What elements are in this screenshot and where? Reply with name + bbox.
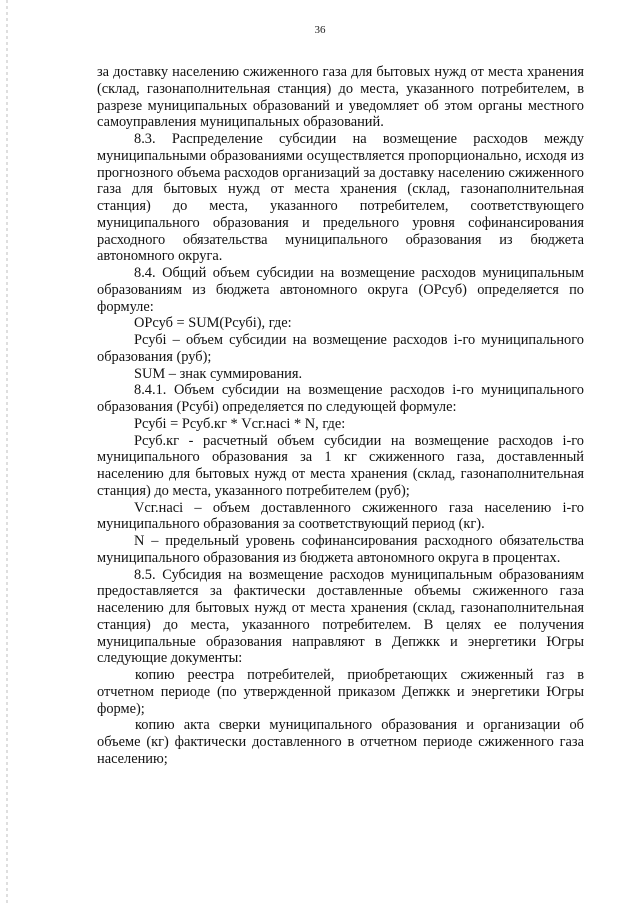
definition-rsub-kg: Рсуб.кг - расчетный объем субсидии на возмещение расходов i-го муниципального образования за 1 кг сжиженного газа, доставленный населению для бытовых нужд от места хранения (склад, газонаполнительная станция) до места, указанного потребителем (руб); [97,432,584,499]
list-item-reconciliation-act: копию акта сверки муниципального образования и организации об объеме (кг) фактически доставленного в отчетном периоде сжиженного газа населению; [97,717,584,767]
scan-edge-artifact [6,0,8,905]
list-item-registry-copy: копию реестра потребителей, приобретающих сжиженный газ в отчетном периоде (по утвержденной приказом Депжкк и энергетики Югры форме); [97,667,584,717]
formula-rsubi: Рсубi = Рсуб.кг * Vсг.насi * N, где: [134,415,346,432]
page-number: 36 [314,24,326,36]
paragraph-8-4: 8.4. Общий объем субсидии на возмещение расходов муниципальным образованиям из бюджета автономного округа (ОРсуб) определяется по формуле: [97,265,584,315]
formula-total-subsidy: ОРсуб = SUM(Рсубi), где: [134,315,292,332]
paragraph-8-3: 8.3. Распределение субсидии на возмещение расходов между муниципальными образованиями осуществляется пропорционально, исходя из прогнозного объема расходов организаций за доставку населению сжиженного газа для бытовых нужд от места хранения (склад, газонаполнительная станция) до места, указанного потребителем, соответствующего муниципального образования и предельного уровня софинансирования расходного обязательства муниципального образования из бюджета автономного округа. [97,131,584,265]
paragraph-continuation: за доставку населению сжиженного газа для бытовых нужд от места хранения (склад, газонаполнительная станция) до места, указанного потребителем, в разрезе муниципальных образований и уведомляет об этом органы местного самоуправления муниципальных образований. [97,64,584,131]
document-body [97,64,584,768]
definition-sum: SUM – знак суммирования. [134,365,303,382]
definition-vsg-nasi: Vсг.насi – объем доставленного сжиженного газа населению i-го муниципального образования за соответствующий период (кг). [97,499,584,533]
definition-rsubi: Рсубi – объем субсидии на возмещение расходов i-го муниципального образования (руб); [97,332,584,365]
paragraph-8-4-1: 8.4.1. Объем субсидии на возмещение расходов i-го муниципального образования (Рсубi) определяется по следующей формуле: [97,382,584,415]
definition-n: N – предельный уровень софинансирования расходного обязательства муниципального образования из бюджета автономного округа в процентах. [97,533,584,566]
paragraph-8-5: 8.5. Субсидия на возмещение расходов муниципальным образованиям предоставляется за фактически доставленные объемы сжиженного газа населению для бытовых нужд от места хранения (склад, газонаполнительная станция) до места, указанного потребителем. В целях ее получения муниципальные образования направляют в Депжкк и энергетики Югры следующие документы: [97,566,584,667]
